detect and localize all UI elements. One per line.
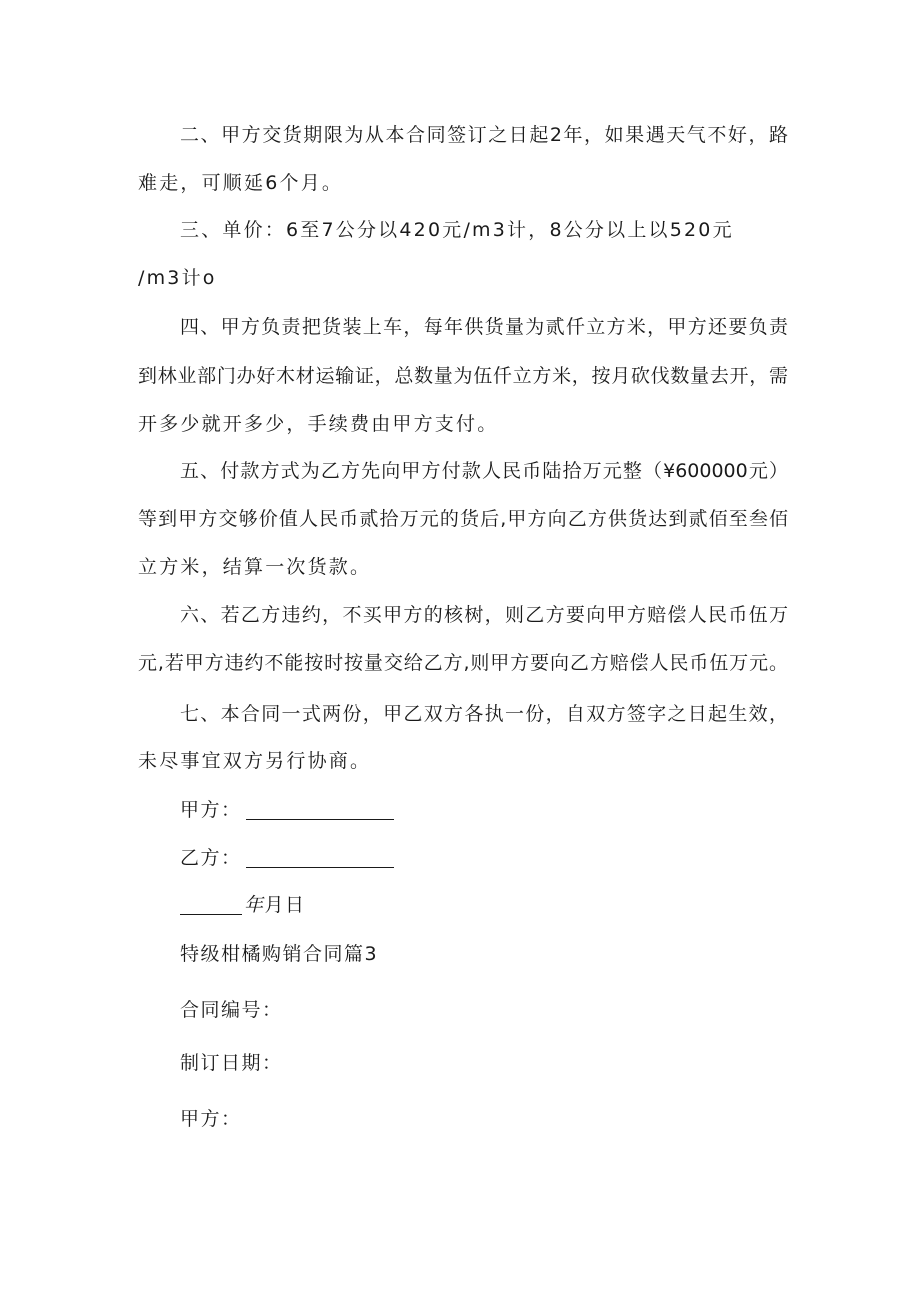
- date-label: 制订日期：: [180, 1052, 283, 1074]
- signature-party-b-label: 乙方：: [180, 847, 242, 869]
- signature-month-day: 月日: [264, 894, 306, 916]
- signature-party-a: [180, 798, 394, 822]
- signature-date: [180, 893, 306, 917]
- clause-4-line-2: 到林业部门办好木材运输证，总数量为伍仟立方米，按月砍伐数量去开，需: [138, 365, 788, 387]
- signature-party-a-blank[interactable]: [246, 801, 394, 820]
- clause-7-line-2: 未尽事宜双方另行协商。: [138, 750, 372, 772]
- signature-party-a-label: 甲方：: [180, 799, 242, 821]
- contract-number-label: 合同编号：: [180, 999, 283, 1021]
- clause-2-line-1: 二、甲方交货期限为从本合同签订之日起2年，如果遇天气不好，路: [180, 124, 788, 146]
- clause-4-line-1: 四、甲方负责把货装上车，每年供货量为贰仟立方米，甲方还要负责: [180, 316, 788, 338]
- clause-5-line-1: 五、付款方式为乙方先向甲方付款人民币陆拾万元整（¥600000元）: [180, 460, 788, 482]
- section-title: 特级柑橘购销合同篇3: [180, 943, 379, 965]
- clause-4-line-3: 开多少就开多少，手续费由甲方支付。: [138, 413, 499, 435]
- clause-5-line-3: 立方米，结算一次货款。: [138, 556, 372, 578]
- signature-year-mark: 年: [244, 894, 265, 916]
- clause-3-line-2: /m3计o: [138, 267, 217, 289]
- clause-6-line-2: 元,若甲方违约不能按时按量交给乙方,则甲方要向乙方赔偿人民币伍万元。: [138, 652, 788, 674]
- clause-3-line-1: 三、单价：6至7公分以420元/m3计，8公分以上以520元: [180, 219, 734, 241]
- next-party-a-label: 甲方：: [180, 1108, 242, 1130]
- signature-year-blank[interactable]: [180, 896, 242, 915]
- signature-party-b: [180, 846, 394, 870]
- signature-party-b-blank[interactable]: [246, 849, 394, 868]
- clause-6-line-1: 六、若乙方违约，不买甲方的核树，则乙方要向甲方赔偿人民币伍万: [180, 604, 788, 626]
- clause-7-line-1: 七、本合同一式两份，甲乙双方各执一份，自双方签字之日起生效，: [180, 703, 788, 725]
- clause-2-line-2: 难走，可顺延6个月。: [138, 172, 344, 194]
- clause-5-line-2: 等到甲方交够价值人民币贰拾万元的货后,甲方向乙方供货达到贰佰至叁佰: [138, 508, 788, 530]
